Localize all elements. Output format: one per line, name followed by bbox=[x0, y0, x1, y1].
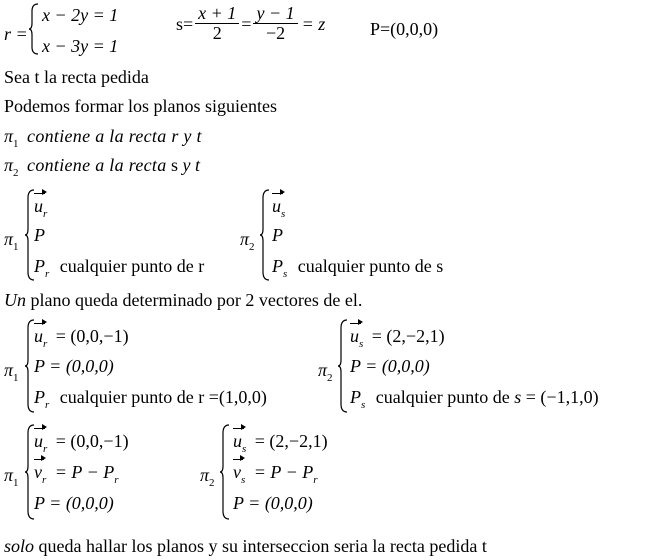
s-fraction-1-den: 2 bbox=[212, 23, 222, 43]
ps-text: cualquier punto de bbox=[375, 387, 510, 407]
p-symbol: P bbox=[34, 387, 45, 407]
pi-symbol: π bbox=[4, 155, 14, 175]
block2-us bbox=[350, 326, 445, 349]
s-fraction-2 bbox=[253, 4, 297, 43]
r-equation-1: x − 2y = 1 bbox=[42, 5, 119, 25]
pi-symbol: π bbox=[4, 229, 14, 249]
u-subscript: r bbox=[43, 443, 48, 455]
solo-word: solo bbox=[4, 536, 35, 556]
pi2-s: s bbox=[171, 155, 179, 175]
pi-symbol: π bbox=[4, 126, 14, 146]
block2-pi1 bbox=[4, 360, 19, 383]
pi-subscript: 2 bbox=[13, 167, 19, 179]
ps-value: = (−1,1,0) bbox=[525, 387, 599, 407]
ur-value: = (0,0,−1) bbox=[55, 326, 129, 346]
vr-value: = P − P bbox=[54, 462, 115, 482]
pi-symbol: π bbox=[4, 465, 14, 485]
ps-s: s bbox=[514, 387, 522, 407]
vs-subscript: r bbox=[313, 474, 318, 486]
block3-right-brace bbox=[219, 424, 231, 520]
s-fraction-1 bbox=[195, 4, 239, 43]
ur-value: = (0,0,−1) bbox=[55, 431, 129, 451]
pi-subscript: 1 bbox=[13, 138, 19, 150]
u-vector: u bbox=[350, 326, 359, 346]
vs-value: = P − P bbox=[253, 462, 314, 482]
block1-us bbox=[272, 196, 285, 219]
u-subscript: r bbox=[43, 208, 48, 220]
block1-right-brace bbox=[259, 189, 271, 281]
pi1-contiene-line bbox=[4, 126, 202, 149]
un-plano-line bbox=[4, 290, 362, 310]
u-vector: u bbox=[34, 326, 43, 346]
final-text: queda hallar los planos y su interseccion seria la recta pedida t bbox=[38, 536, 487, 556]
p-subscript: r bbox=[45, 399, 50, 411]
pi-symbol: π bbox=[4, 360, 14, 380]
v-vector: v bbox=[233, 462, 241, 482]
u-subscript: s bbox=[281, 208, 286, 220]
block2-ps bbox=[350, 387, 599, 410]
block3-pi2 bbox=[200, 465, 215, 488]
podemos-line: Podemos formar los planos siguientes bbox=[4, 96, 277, 116]
pi-subscript: 2 bbox=[209, 477, 215, 489]
block1-ps bbox=[272, 256, 443, 279]
u-vector: u bbox=[34, 431, 43, 451]
p-symbol: P bbox=[34, 256, 45, 276]
block2-pi2 bbox=[318, 360, 333, 383]
pi-subscript: 1 bbox=[13, 477, 19, 489]
s-equals: = bbox=[241, 13, 252, 34]
block3-us bbox=[233, 431, 328, 454]
block3-p2: P = (0,0,0) bbox=[233, 493, 313, 513]
block3-p: P = (0,0,0) bbox=[34, 493, 114, 513]
pi2-contiene-text: contiene a la recta bbox=[27, 155, 167, 175]
pi-symbol: π bbox=[200, 465, 210, 485]
pr-text: cualquier punto de r =(1,0,0) bbox=[59, 387, 267, 407]
u-subscript: s bbox=[359, 338, 364, 350]
block1-ur bbox=[34, 196, 47, 219]
block1-pi1 bbox=[4, 229, 19, 252]
p-subscript: s bbox=[361, 399, 366, 411]
block3-ur bbox=[34, 431, 129, 454]
block3-pi1 bbox=[4, 465, 19, 488]
s-fraction-2-num: y − 1 bbox=[253, 4, 297, 24]
pi-subscript: 2 bbox=[249, 241, 255, 253]
block1-pi2 bbox=[240, 229, 255, 252]
block2-p2: P = (0,0,0) bbox=[350, 356, 430, 376]
pi2-contiene-line bbox=[4, 155, 200, 178]
us-value: = (2,−2,1) bbox=[254, 431, 328, 451]
block2-pr bbox=[34, 387, 267, 410]
block1-p: P bbox=[34, 225, 45, 245]
s-prefix: s= bbox=[176, 13, 194, 34]
s-tail: = z bbox=[301, 13, 326, 34]
s-equation bbox=[176, 4, 325, 43]
vr-subscript: r bbox=[114, 474, 119, 486]
pi-subscript: 1 bbox=[13, 241, 19, 253]
u-subscript: s bbox=[242, 443, 247, 455]
r-equation-2: x − 3y = 1 bbox=[42, 36, 119, 56]
pi-symbol: π bbox=[318, 360, 328, 380]
p-subscript: s bbox=[283, 268, 288, 280]
block1-p2: P bbox=[272, 225, 283, 245]
u-subscript: r bbox=[43, 338, 48, 350]
pi-subscript: 2 bbox=[327, 372, 333, 384]
pi-subscript: 1 bbox=[13, 372, 19, 384]
block3-vs bbox=[233, 462, 318, 485]
r-label: r = bbox=[4, 24, 28, 44]
s-fraction-1-num: x + 1 bbox=[195, 4, 239, 24]
block2-ur bbox=[34, 326, 129, 349]
u-vector: u bbox=[272, 196, 281, 216]
pi1-contiene-text: contiene a la recta r y t bbox=[27, 126, 202, 146]
pi2-yt: y t bbox=[182, 155, 201, 175]
un-word: Un bbox=[4, 290, 26, 310]
pr-text: cualquier punto de r bbox=[59, 256, 205, 276]
block2-p: P = (0,0,0) bbox=[34, 356, 114, 376]
p-symbol: P bbox=[350, 387, 361, 407]
ps-text: cualquier punto de s bbox=[297, 256, 444, 276]
pi-symbol: π bbox=[240, 229, 250, 249]
block2-right-brace bbox=[337, 319, 349, 413]
us-value: = (2,−2,1) bbox=[371, 326, 445, 346]
v-subscript: r bbox=[42, 474, 47, 486]
u-vector: u bbox=[34, 196, 43, 216]
point-p: P=(0,0,0) bbox=[370, 19, 439, 39]
block1-pr bbox=[34, 256, 204, 279]
block3-vr bbox=[34, 462, 119, 485]
sea-line: Sea t la recta pedida bbox=[4, 67, 149, 87]
p-symbol: P bbox=[272, 256, 283, 276]
v-subscript: s bbox=[241, 474, 246, 486]
p-subscript: r bbox=[45, 268, 50, 280]
u-vector: u bbox=[233, 431, 242, 451]
v-vector: v bbox=[34, 462, 42, 482]
r-brace bbox=[28, 3, 40, 55]
plano-text: plano queda determinado por 2 vectores de el. bbox=[30, 290, 363, 310]
final-line bbox=[4, 536, 487, 556]
s-fraction-2-den: −2 bbox=[265, 23, 286, 43]
